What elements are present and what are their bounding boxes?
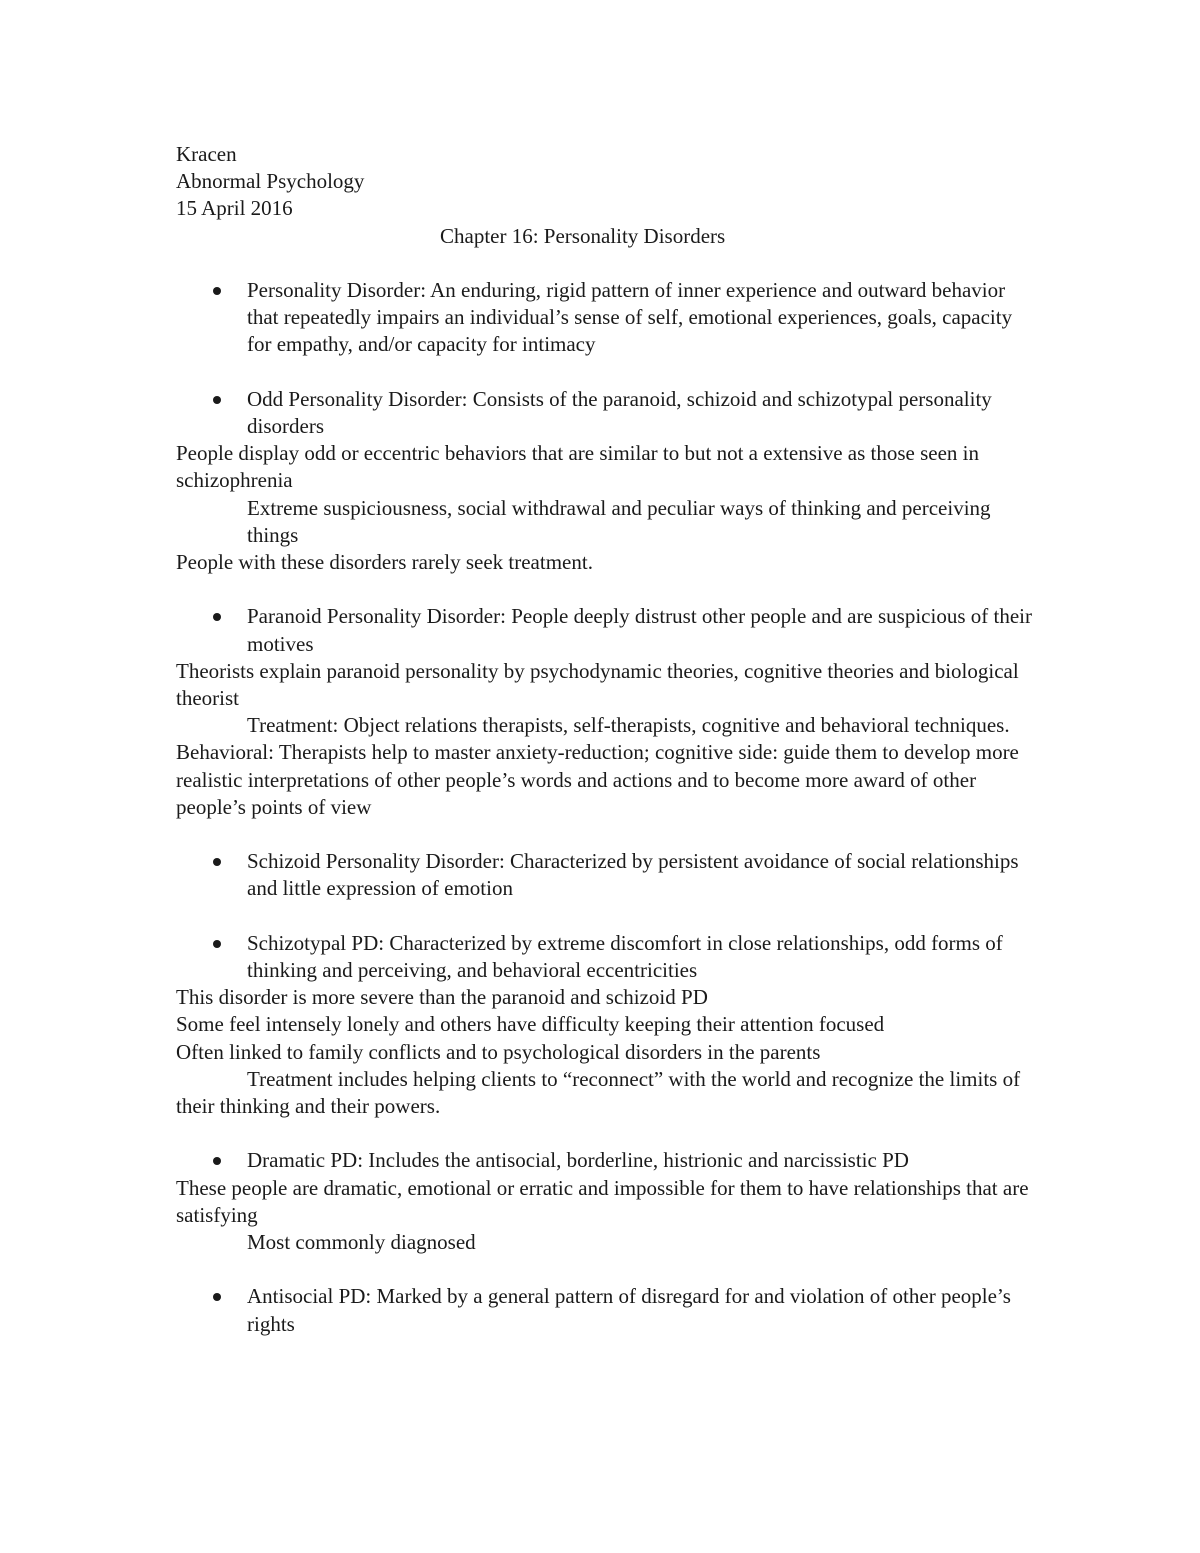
bullet-text: Personality Disorder: An enduring, rigid pattern of inner experience and outward behavior that repeatedly impairs an individual’s sense of self, emotional experiences, goals, capacity for empathy, and/or capacity for intimacy (247, 278, 1013, 357)
bullet-text: Schizoid Personality Disorder: Characterized by persistent avoidance of social relationships and little expression of emotion (247, 849, 1019, 901)
paragraph: Behavioral: Therapists help to master anxiety-reduction; cognitive side: guide them to develop more realistic interpretations of other people’s words and actions and to become more award of other people’s points of view (176, 740, 1019, 819)
bullet-schizoid-pd (176, 848, 1036, 902)
spacer (176, 359, 1036, 386)
bullet-dramatic-pd (176, 1147, 1036, 1174)
bullet-icon (213, 613, 221, 621)
chapter-title: Chapter 16: Personality Disorders (440, 223, 726, 248)
paragraph: Some feel intensely lonely and others have difficulty keeping their attention focused (176, 1012, 885, 1037)
spacer (176, 1120, 1036, 1147)
document-body (176, 141, 1036, 1338)
bullet-text: Odd Personality Disorder: Consists of the paranoid, schizoid and schizotypal personality disorders (247, 386, 992, 438)
bullet-icon (213, 1157, 221, 1165)
bullet-icon (213, 287, 221, 295)
indented-paragraph: Most commonly diagnosed (247, 1230, 476, 1255)
spacer (176, 821, 1036, 848)
author-name: Kracen (176, 142, 237, 166)
paragraph: This disorder is more severe than the paranoid and schizoid PD (176, 985, 708, 1010)
paragraph: People with these disorders rarely seek treatment. (176, 550, 593, 575)
bullet-text: Antisocial PD: Marked by a general pattern of disregard for and violation of other people’s rights (247, 1284, 1011, 1336)
spacer (176, 1256, 1036, 1283)
indented-paragraph: Treatment includes helping clients to “reconnect” with the world and recognize the limits of their thinking and their powers. (176, 1066, 1021, 1119)
paragraph: These people are dramatic, emotional or erratic and impossible for them to have relationships that are satisfying (176, 1175, 1029, 1227)
spacer (176, 903, 1036, 930)
bullet-paranoid-pd (176, 603, 1036, 657)
indented-paragraph: Extreme suspiciousness, social withdrawal and peculiar ways of thinking and perceiving things (247, 495, 991, 547)
bullet-antisocial-pd (176, 1283, 1036, 1337)
bullet-icon (213, 1293, 221, 1301)
bullet-text: Dramatic PD: Includes the antisocial, borderline, histrionic and narcissistic PD (247, 1148, 909, 1173)
bullet-icon (213, 940, 221, 948)
bullet-text: Schizotypal PD: Characterized by extreme discomfort in close relationships, odd forms of thinking and perceiving, and behavioral eccentricities (247, 930, 1003, 983)
bullet-odd-pd (176, 386, 1036, 440)
paragraph: Theorists explain paranoid personality by psychodynamic theories, cognitive theories and biological theorist (176, 658, 1019, 711)
bullet-text: Paranoid Personality Disorder: People deeply distrust other people and are suspicious of their motives (247, 604, 1032, 656)
spacer (176, 576, 1036, 603)
spacer (176, 250, 1036, 277)
document-date: 15 April 2016 (176, 196, 293, 221)
indented-paragraph: Treatment: Object relations therapists, self-therapists, cognitive and behavioral techniques. (247, 713, 1010, 738)
bullet-personality-disorder (176, 277, 1036, 359)
paragraph: People display odd or eccentric behaviors that are similar to but not a extensive as those seen in schizophrenia (176, 441, 980, 493)
bullet-icon (213, 396, 221, 404)
course-name: Abnormal Psychology (176, 169, 365, 194)
paragraph: Often linked to family conflicts and to psychological disorders in the parents (176, 1039, 821, 1064)
bullet-schizotypal-pd (176, 930, 1036, 984)
bullet-icon (213, 858, 221, 866)
